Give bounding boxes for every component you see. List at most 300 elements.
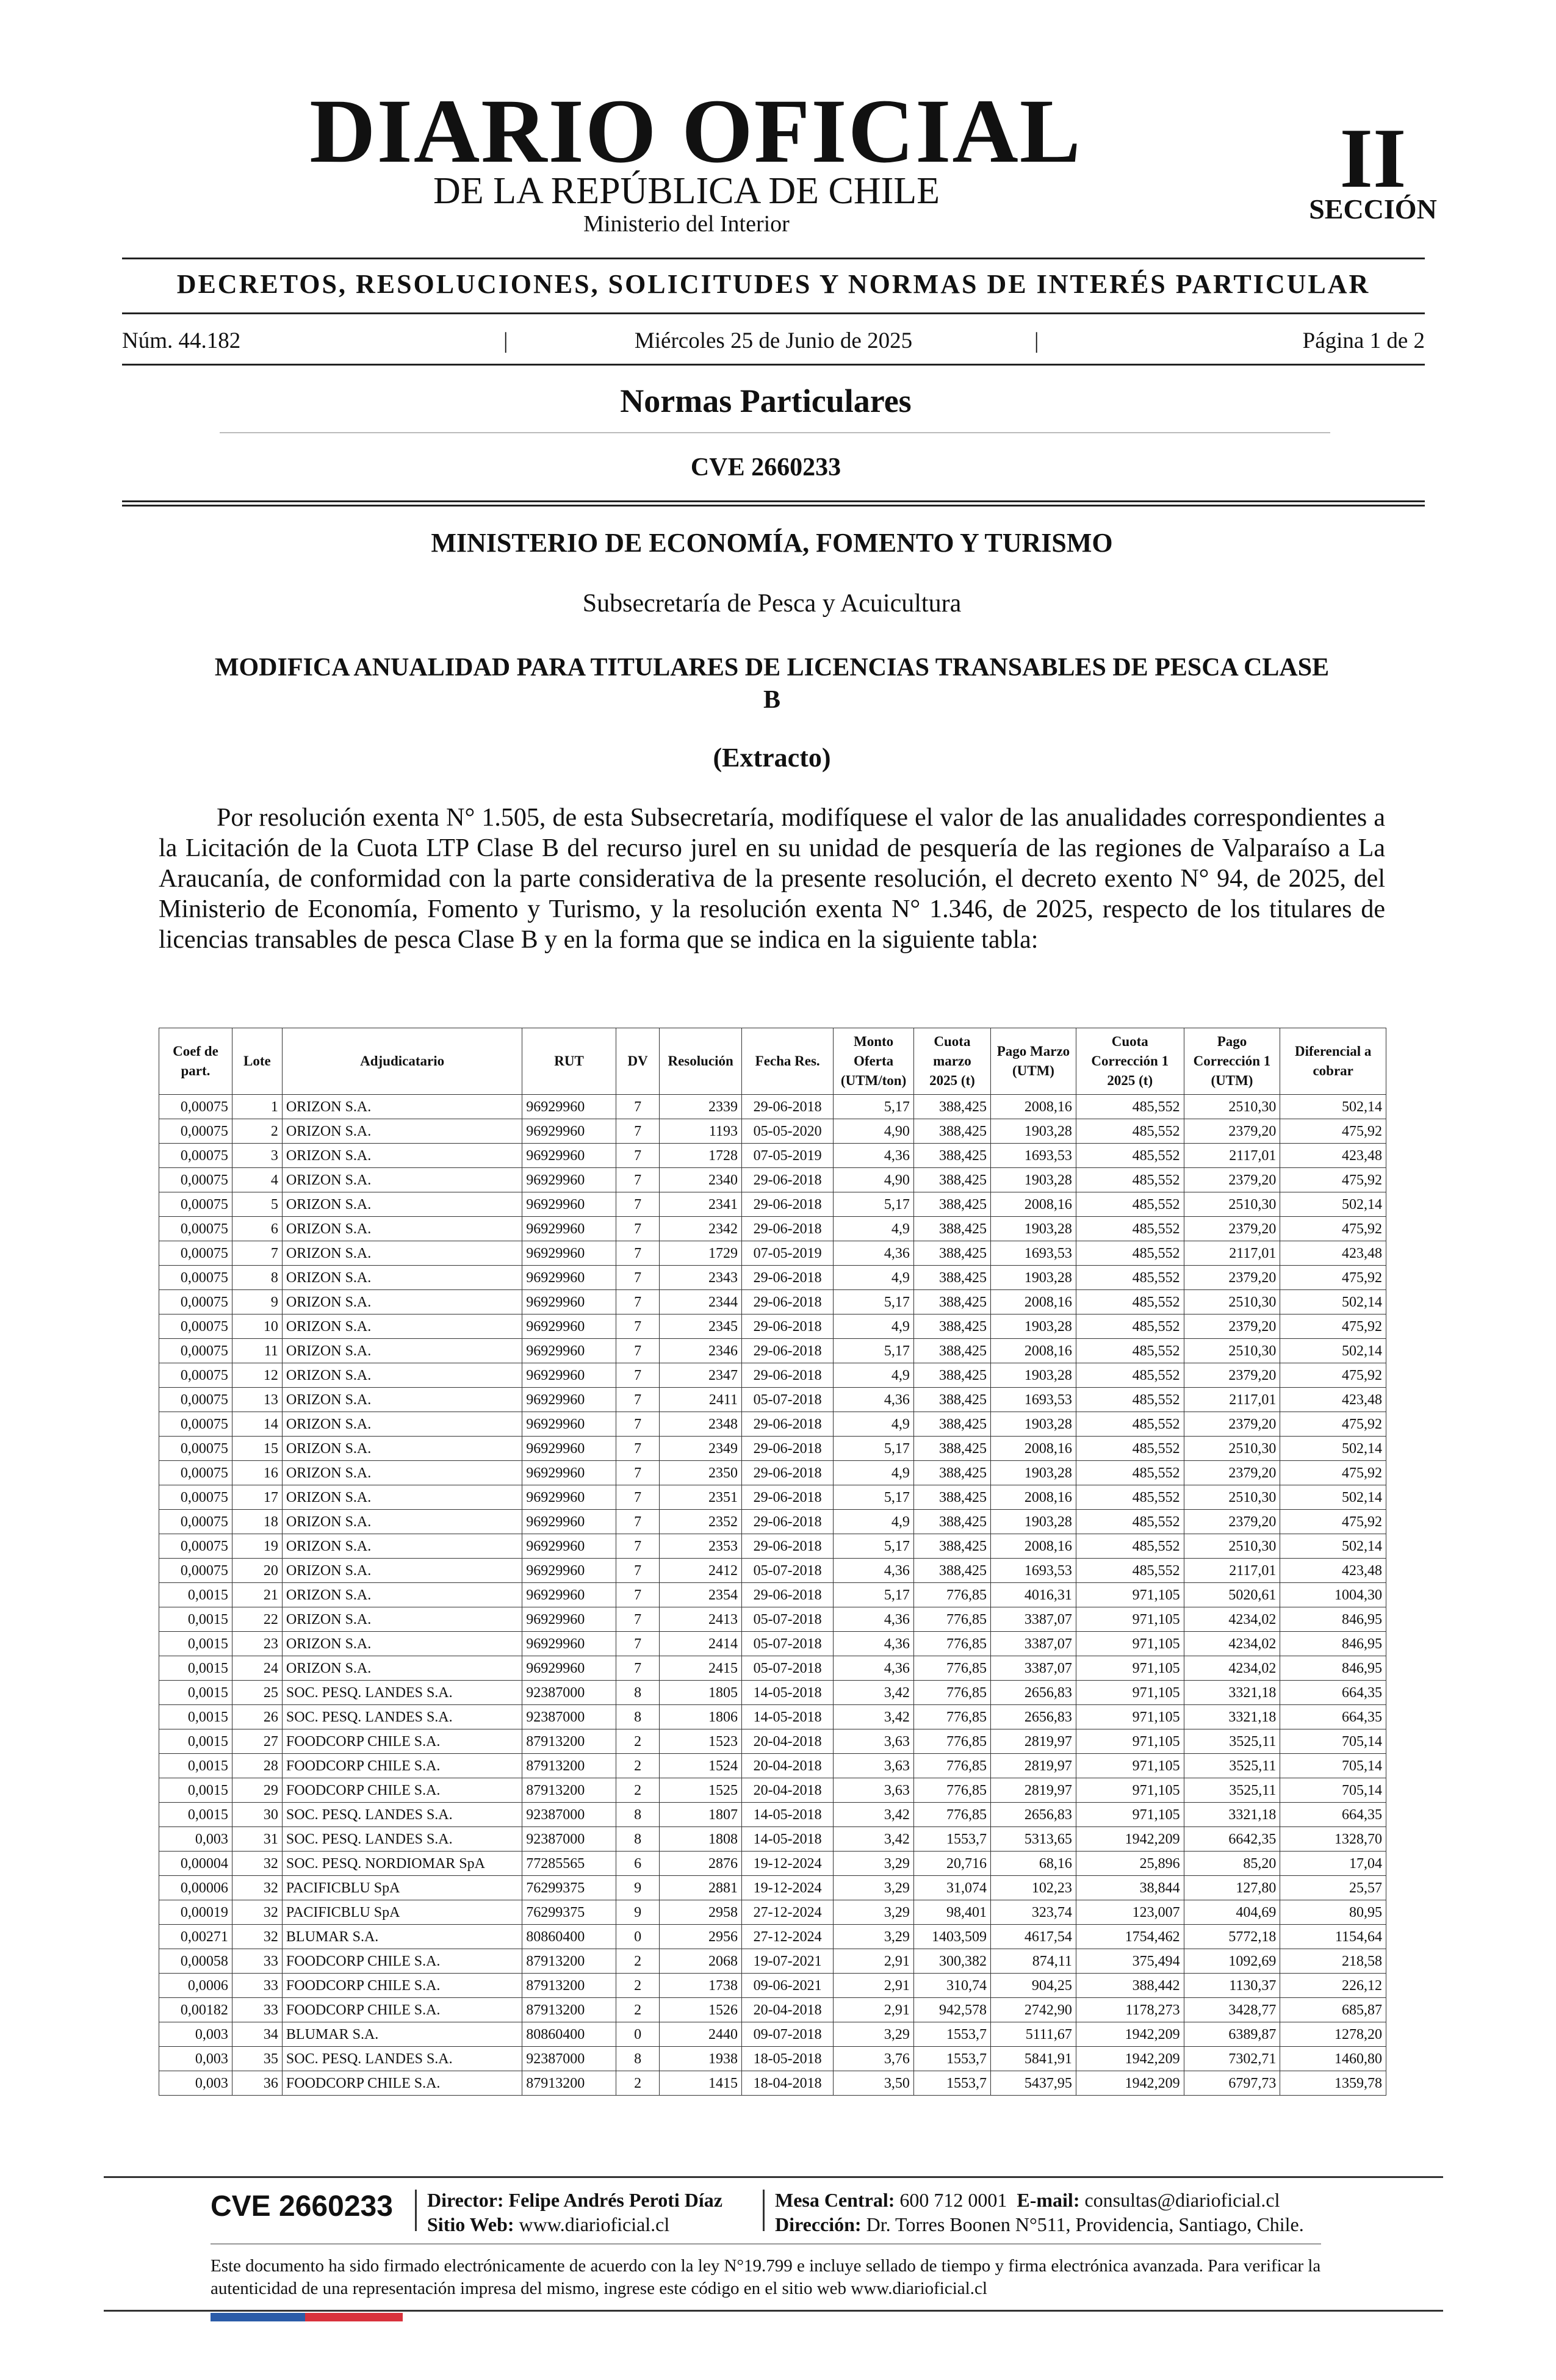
table-cell: 705,14 (1280, 1778, 1386, 1803)
table-cell: 776,85 (913, 1705, 990, 1729)
table-cell: 3,29 (834, 1900, 913, 1925)
table-cell: 27-12-2024 (741, 1900, 833, 1925)
masthead-ministry: Ministerio del Interior (583, 211, 790, 237)
flag-stripe-blue (211, 2313, 305, 2321)
table-cell: 4,9 (834, 1217, 913, 1241)
table-cell: 1903,28 (991, 1461, 1076, 1485)
table-cell: 2008,16 (991, 1437, 1076, 1461)
table-cell: 29-06-2018 (741, 1217, 833, 1241)
table-cell: 485,552 (1076, 1412, 1184, 1437)
table-cell: 388,425 (913, 1119, 990, 1144)
table-cell: 323,74 (991, 1900, 1076, 1925)
table-cell: 18-05-2018 (741, 2047, 833, 2071)
table-cell: 3525,11 (1184, 1754, 1280, 1778)
table-cell: BLUMAR S.A. (282, 2022, 522, 2047)
table-cell: 388,425 (913, 1485, 990, 1510)
table-cell: 96929960 (522, 1388, 616, 1412)
table-cell: FOODCORP CHILE S.A. (282, 1998, 522, 2022)
table-cell: 0,003 (159, 1827, 232, 1852)
table-cell: 1 (232, 1095, 282, 1119)
table-cell: 485,552 (1076, 1339, 1184, 1363)
table-cell: 0,00006 (159, 1876, 232, 1900)
table-cell: 7 (616, 1266, 660, 1290)
table-cell: 388,425 (913, 1290, 990, 1314)
table-cell: 1738 (660, 1974, 742, 1998)
table-cell: 1523 (660, 1729, 742, 1754)
table-row (159, 1339, 1386, 1363)
table-cell: 4234,02 (1184, 1607, 1280, 1632)
table-cell: 5,17 (834, 1339, 913, 1363)
table-row (159, 2022, 1386, 2047)
table-cell: 2 (616, 1729, 660, 1754)
table-cell: 7 (616, 1192, 660, 1217)
table-cell: 0,00075 (159, 1485, 232, 1510)
table-cell: 8 (616, 1705, 660, 1729)
table-cell: 4,9 (834, 1510, 913, 1534)
table-cell: 971,105 (1076, 1632, 1184, 1656)
table-cell: 32 (232, 1925, 282, 1949)
table-cell: 388,425 (913, 1314, 990, 1339)
table-row (159, 1925, 1386, 1949)
table-cell: 7 (616, 1656, 660, 1681)
table-cell: 1359,78 (1280, 2071, 1386, 2096)
table-cell: 7 (616, 1144, 660, 1168)
section-label: SECCIÓN (1309, 193, 1437, 225)
table-cell: 1130,37 (1184, 1974, 1280, 1998)
table-cell: 7 (616, 1607, 660, 1632)
table-cell: 2 (232, 1119, 282, 1144)
table-cell: 1903,28 (991, 1314, 1076, 1339)
table-cell: 22 (232, 1607, 282, 1632)
table-cell: 96929960 (522, 1412, 616, 1437)
table-cell: ORIZON S.A. (282, 1339, 522, 1363)
table-cell: 29-06-2018 (741, 1510, 833, 1534)
table-cell: 2117,01 (1184, 1241, 1280, 1266)
table-cell: 2819,97 (991, 1778, 1076, 1803)
table-cell: 6642,35 (1184, 1827, 1280, 1852)
table-cell: 2343 (660, 1266, 742, 1290)
table-cell: 7 (616, 1461, 660, 1485)
table-cell: 31 (232, 1827, 282, 1852)
table-cell: 485,552 (1076, 1192, 1184, 1217)
table-cell: 1903,28 (991, 1217, 1076, 1241)
table-cell: 404,69 (1184, 1900, 1280, 1925)
issue-date: Miércoles 25 de Junio de 2025 (634, 328, 913, 353)
table-cell: 25,896 (1076, 1852, 1184, 1876)
table-cell: 2379,20 (1184, 1168, 1280, 1192)
table-cell: 0,00075 (159, 1192, 232, 1217)
table-cell: 5,17 (834, 1485, 913, 1510)
table-cell: 96929960 (522, 1656, 616, 1681)
table-cell: 4,9 (834, 1412, 913, 1437)
table-cell: 776,85 (913, 1754, 990, 1778)
table-cell: 2379,20 (1184, 1266, 1280, 1290)
table-cell: 9 (232, 1290, 282, 1314)
table-cell: FOODCORP CHILE S.A. (282, 1729, 522, 1754)
table-cell: 942,578 (913, 1998, 990, 2022)
table-cell: ORIZON S.A. (282, 1314, 522, 1339)
table-cell: 25 (232, 1681, 282, 1705)
table-cell: 7 (616, 1388, 660, 1412)
table-cell: 87913200 (522, 1729, 616, 1754)
table-cell: 0,0015 (159, 1656, 232, 1681)
table-cell: 375,494 (1076, 1949, 1184, 1974)
table-cell: 705,14 (1280, 1754, 1386, 1778)
table-cell: 6389,87 (1184, 2022, 1280, 2047)
table-cell: 9 (616, 1876, 660, 1900)
table-row (159, 1363, 1386, 1388)
table-cell: 20-04-2018 (741, 1754, 833, 1778)
table-cell: 17,04 (1280, 1852, 1386, 1876)
table-cell: FOODCORP CHILE S.A. (282, 1754, 522, 1778)
table-row (159, 1388, 1386, 1412)
table-cell: 485,552 (1076, 1363, 1184, 1388)
table-cell: 1525 (660, 1778, 742, 1803)
table-cell: 7 (616, 1534, 660, 1559)
table-cell: 0,00075 (159, 1461, 232, 1485)
legal-notice: Este documento ha sido firmado electrónicamente de acuerdo con la ley N°19.799 e incluye sellado de tiempo y firma electrónica avanzada. Para verificar la autenticidad de una representación impresa del mismo, ingrese este código en el sitio web www.diarioficial.cl (211, 2256, 1321, 2298)
table-cell: ORIZON S.A. (282, 1119, 522, 1144)
table-cell: SOC. PESQ. LANDES S.A. (282, 1803, 522, 1827)
table-cell: 971,105 (1076, 1656, 1184, 1681)
table-cell: 776,85 (913, 1583, 990, 1607)
table-cell: 4,36 (834, 1241, 913, 1266)
table-cell: 2350 (660, 1461, 742, 1485)
table-cell: 4,36 (834, 1559, 913, 1583)
table-cell: 1526 (660, 1998, 742, 2022)
table-cell: 38,844 (1076, 1876, 1184, 1900)
table-cell: 92387000 (522, 1803, 616, 1827)
table-cell: 1942,209 (1076, 2071, 1184, 2096)
table-cell: 96929960 (522, 1559, 616, 1583)
table-cell: 29 (232, 1778, 282, 1803)
table-cell: 475,92 (1280, 1510, 1386, 1534)
table-cell: 3,29 (834, 1876, 913, 1900)
table-row (159, 1607, 1386, 1632)
table-cell: 2 (616, 2071, 660, 2096)
table-cell: 0,00019 (159, 1900, 232, 1925)
table-cell: 09-07-2018 (741, 2022, 833, 2047)
table-row (159, 1510, 1386, 1534)
table-cell: 2379,20 (1184, 1510, 1280, 1534)
table-cell: 4617,54 (991, 1925, 1076, 1949)
table-cell: 9 (616, 1900, 660, 1925)
column-header: RUT (522, 1028, 616, 1095)
table-cell: 18 (232, 1510, 282, 1534)
table-cell: 2414 (660, 1632, 742, 1656)
table-cell: 1460,80 (1280, 2047, 1386, 2071)
table-cell: 11 (232, 1339, 282, 1363)
table-cell: 3387,07 (991, 1607, 1076, 1632)
table-cell: PACIFICBLU SpA (282, 1876, 522, 1900)
table-cell: 1903,28 (991, 1510, 1076, 1534)
table-row (159, 1314, 1386, 1339)
table-row (159, 1217, 1386, 1241)
table-header-row (159, 1028, 1386, 1095)
table-cell: 05-07-2018 (741, 1632, 833, 1656)
table-cell: 28 (232, 1754, 282, 1778)
table-cell: 96929960 (522, 1607, 616, 1632)
table-cell: 2352 (660, 1510, 742, 1534)
table-cell: 0,0015 (159, 1803, 232, 1827)
table-cell: 32 (232, 1852, 282, 1876)
table-cell: 19-12-2024 (741, 1876, 833, 1900)
table-cell: 7 (616, 1412, 660, 1437)
table-cell: 1942,209 (1076, 1827, 1184, 1852)
table-cell: 2379,20 (1184, 1119, 1280, 1144)
table-cell: 2 (616, 1754, 660, 1778)
body-paragraph: Por resolución exenta N° 1.505, de esta Subsecretaría, modifíquese el valor de las anualidades correspondientes a la Licitación de la Cuota LTP Clase B del recurso jurel en su unidad de pesquería de las regiones de Valparaíso a La Araucanía, de conformidad con la parte considerativa de la presente resolución, el decreto exento N° 94, de 2025, del Ministerio de Economía, Fomento y Turismo, y la resolución exenta N° 1.346, de 2025, respecto de los titulares de licencias transables de pesca Clase B y en la forma que se indica en la siguiente tabla: (159, 804, 1385, 954)
table-cell: 2819,97 (991, 1754, 1076, 1778)
table-cell: 2413 (660, 1607, 742, 1632)
table-cell: 29-06-2018 (741, 1461, 833, 1485)
table-cell: 0,00075 (159, 1559, 232, 1583)
table-cell: 2117,01 (1184, 1388, 1280, 1412)
table-cell: 29-06-2018 (741, 1290, 833, 1314)
table-cell: 2 (616, 1998, 660, 2022)
table-cell: ORIZON S.A. (282, 1559, 522, 1583)
table-cell: 2819,97 (991, 1729, 1076, 1754)
table-cell: 2008,16 (991, 1534, 1076, 1559)
table-cell: 4,9 (834, 1363, 913, 1388)
table-cell: 2510,30 (1184, 1290, 1280, 1314)
column-header: Cuota Corrección 1 2025 (t) (1076, 1028, 1184, 1095)
table-cell: 2351 (660, 1485, 742, 1510)
table-cell: ORIZON S.A. (282, 1241, 522, 1266)
footer-divider (104, 2176, 1443, 2178)
table-cell: 7 (616, 1485, 660, 1510)
table-cell: 3,63 (834, 1778, 913, 1803)
table-cell: 2379,20 (1184, 1461, 1280, 1485)
flag-stripe-red (305, 2313, 403, 2321)
table-cell: 502,14 (1280, 1192, 1386, 1217)
table-cell: 5,17 (834, 1290, 913, 1314)
table-cell: 20 (232, 1559, 282, 1583)
table-cell: 96929960 (522, 1144, 616, 1168)
table-cell: 502,14 (1280, 1339, 1386, 1363)
table-cell: 2412 (660, 1559, 742, 1583)
table-cell: 502,14 (1280, 1485, 1386, 1510)
table-cell: 05-07-2018 (741, 1388, 833, 1412)
table-cell: 6 (232, 1217, 282, 1241)
footer-cve: CVE 2660233 (211, 2190, 393, 2223)
table-cell: 1942,209 (1076, 2047, 1184, 2071)
table-cell: ORIZON S.A. (282, 1192, 522, 1217)
table-cell: 92387000 (522, 2047, 616, 2071)
table-cell: 1154,64 (1280, 1925, 1386, 1949)
table-cell: 1553,7 (913, 2047, 990, 2071)
table-cell: 87913200 (522, 1949, 616, 1974)
table-cell: 776,85 (913, 1803, 990, 1827)
table-cell: 1806 (660, 1705, 742, 1729)
table-cell: 7 (616, 1339, 660, 1363)
table-cell: 388,425 (913, 1266, 990, 1290)
table-cell: 475,92 (1280, 1314, 1386, 1339)
table-cell: ORIZON S.A. (282, 1632, 522, 1656)
table-cell: 2008,16 (991, 1290, 1076, 1314)
table-cell: 29-06-2018 (741, 1437, 833, 1461)
table-cell: 485,552 (1076, 1437, 1184, 1461)
table-cell: 475,92 (1280, 1168, 1386, 1192)
table-cell: ORIZON S.A. (282, 1363, 522, 1388)
table-cell: ORIZON S.A. (282, 1290, 522, 1314)
table-cell: 3,29 (834, 2022, 913, 2047)
table-row (159, 1729, 1386, 1754)
table-cell: 96929960 (522, 1192, 616, 1217)
table-cell: 2353 (660, 1534, 742, 1559)
table-cell: 16 (232, 1461, 282, 1485)
table-cell: 29-06-2018 (741, 1583, 833, 1607)
table-cell: 388,425 (913, 1412, 990, 1437)
table-row (159, 1852, 1386, 1876)
table-cell: 388,425 (913, 1241, 990, 1266)
table-cell: 485,552 (1076, 1144, 1184, 1168)
table-cell: 1524 (660, 1754, 742, 1778)
ministry-heading: MINISTERIO DE ECONOMÍA, FOMENTO Y TURISMO (431, 528, 1113, 558)
table-cell: 0 (616, 1925, 660, 1949)
table-cell: 485,552 (1076, 1168, 1184, 1192)
table-cell: 5,17 (834, 1095, 913, 1119)
web-link[interactable]: www.diarioficial.cl (519, 2213, 670, 2235)
table-cell: 76299375 (522, 1900, 616, 1925)
table-cell: 1415 (660, 2071, 742, 2096)
email-link[interactable]: consultas@diarioficial.cl (1084, 2189, 1280, 2211)
table-cell: 3525,11 (1184, 1778, 1280, 1803)
table-cell: 388,442 (1076, 1974, 1184, 1998)
table-cell: 3,42 (834, 1705, 913, 1729)
table-cell: 20,716 (913, 1852, 990, 1876)
table-cell: 4,9 (834, 1314, 913, 1339)
footer-divider (211, 2243, 1321, 2245)
table-cell: 776,85 (913, 1656, 990, 1681)
table-cell: 7 (616, 1437, 660, 1461)
table-cell: 2510,30 (1184, 1192, 1280, 1217)
table-cell: 1938 (660, 2047, 742, 2071)
table-cell: 1553,7 (913, 2022, 990, 2047)
column-header: Adjudicatario (282, 1028, 522, 1095)
table-cell: 423,48 (1280, 1241, 1386, 1266)
table-cell: 2008,16 (991, 1095, 1076, 1119)
table-cell: 0,00075 (159, 1095, 232, 1119)
table-cell: 5841,91 (991, 2047, 1076, 2071)
table-cell: 36 (232, 2071, 282, 2096)
table-cell: 33 (232, 1998, 282, 2022)
table-cell: 971,105 (1076, 1803, 1184, 1827)
table-cell: 0,00004 (159, 1852, 232, 1876)
table-cell: 14-05-2018 (741, 1705, 833, 1729)
table-cell: 80,95 (1280, 1900, 1386, 1925)
table-cell: 1328,70 (1280, 1827, 1386, 1852)
table-cell: 0 (616, 2022, 660, 2047)
table-cell: 475,92 (1280, 1363, 1386, 1388)
table-cell: 3,50 (834, 2071, 913, 2096)
table-cell: 2008,16 (991, 1192, 1076, 1217)
table-cell: 776,85 (913, 1729, 990, 1754)
table-cell: 0,003 (159, 2071, 232, 2096)
table-cell: 1807 (660, 1803, 742, 1827)
table-cell: 68,16 (991, 1852, 1076, 1876)
table-cell: 2339 (660, 1095, 742, 1119)
table-cell: 2956 (660, 1925, 742, 1949)
table-cell: 3,42 (834, 1681, 913, 1705)
table-cell: 4234,02 (1184, 1632, 1280, 1656)
table-cell: 0,00075 (159, 1339, 232, 1363)
address-label: Dirección: (775, 2213, 862, 2235)
table-cell: 4016,31 (991, 1583, 1076, 1607)
table-cell: 2117,01 (1184, 1144, 1280, 1168)
table-cell: 3387,07 (991, 1656, 1076, 1681)
table-cell: 2379,20 (1184, 1363, 1280, 1388)
table-cell: 4,36 (834, 1656, 913, 1681)
table-cell: 1693,53 (991, 1559, 1076, 1583)
table-cell: 1903,28 (991, 1412, 1076, 1437)
table-cell: 3321,18 (1184, 1803, 1280, 1827)
table-cell: 0,00075 (159, 1412, 232, 1437)
table-cell: 2656,83 (991, 1803, 1076, 1827)
table-cell: 475,92 (1280, 1266, 1386, 1290)
table-row (159, 1412, 1386, 1437)
page-indicator: Página 1 de 2 (1302, 328, 1425, 353)
table-cell: 1805 (660, 1681, 742, 1705)
table-cell: 3,42 (834, 1803, 913, 1827)
table-cell: 19 (232, 1534, 282, 1559)
column-header: Pago Marzo (UTM) (991, 1028, 1076, 1095)
table-cell: 14 (232, 1412, 282, 1437)
table-cell: 1754,462 (1076, 1925, 1184, 1949)
table-cell: 96929960 (522, 1314, 616, 1339)
table-cell: 3321,18 (1184, 1705, 1280, 1729)
table-cell: 33 (232, 1974, 282, 1998)
table-cell: 34 (232, 2022, 282, 2047)
table-cell: 2344 (660, 1290, 742, 1314)
table-cell: 485,552 (1076, 1217, 1184, 1241)
divider (122, 312, 1425, 314)
table-cell: 1004,30 (1280, 1583, 1386, 1607)
table-cell: 2,91 (834, 1998, 913, 2022)
table-cell: 05-05-2020 (741, 1119, 833, 1144)
table-cell: 0,00075 (159, 1314, 232, 1339)
table-cell: 776,85 (913, 1607, 990, 1632)
table-cell: 388,425 (913, 1388, 990, 1412)
table-cell: 20-04-2018 (741, 1729, 833, 1754)
table-cell: 7 (616, 1119, 660, 1144)
footer-separator (415, 2190, 417, 2231)
table-cell: 96929960 (522, 1534, 616, 1559)
table-cell: 388,425 (913, 1217, 990, 1241)
table-cell: 0,00075 (159, 1119, 232, 1144)
table-cell: 05-07-2018 (741, 1656, 833, 1681)
footer-director-block (427, 2188, 722, 2237)
table-cell: 2354 (660, 1583, 742, 1607)
table-row (159, 2071, 1386, 2096)
table-cell: 0,00075 (159, 1217, 232, 1241)
table-cell: 31,074 (913, 1876, 990, 1900)
table-cell: 388,425 (913, 1461, 990, 1485)
table-cell: 1403,509 (913, 1925, 990, 1949)
table-cell: 96929960 (522, 1339, 616, 1363)
table-cell: 0,0015 (159, 1681, 232, 1705)
table-cell: 14-05-2018 (741, 1827, 833, 1852)
table-cell: 0,00075 (159, 1144, 232, 1168)
table-cell: 664,35 (1280, 1681, 1386, 1705)
table-cell: 1693,53 (991, 1144, 1076, 1168)
table-cell: 96929960 (522, 1461, 616, 1485)
table-row (159, 1876, 1386, 1900)
email-label: E-mail: (1017, 2189, 1080, 2211)
table-cell: ORIZON S.A. (282, 1168, 522, 1192)
table-cell: ORIZON S.A. (282, 1485, 522, 1510)
table-row (159, 1534, 1386, 1559)
